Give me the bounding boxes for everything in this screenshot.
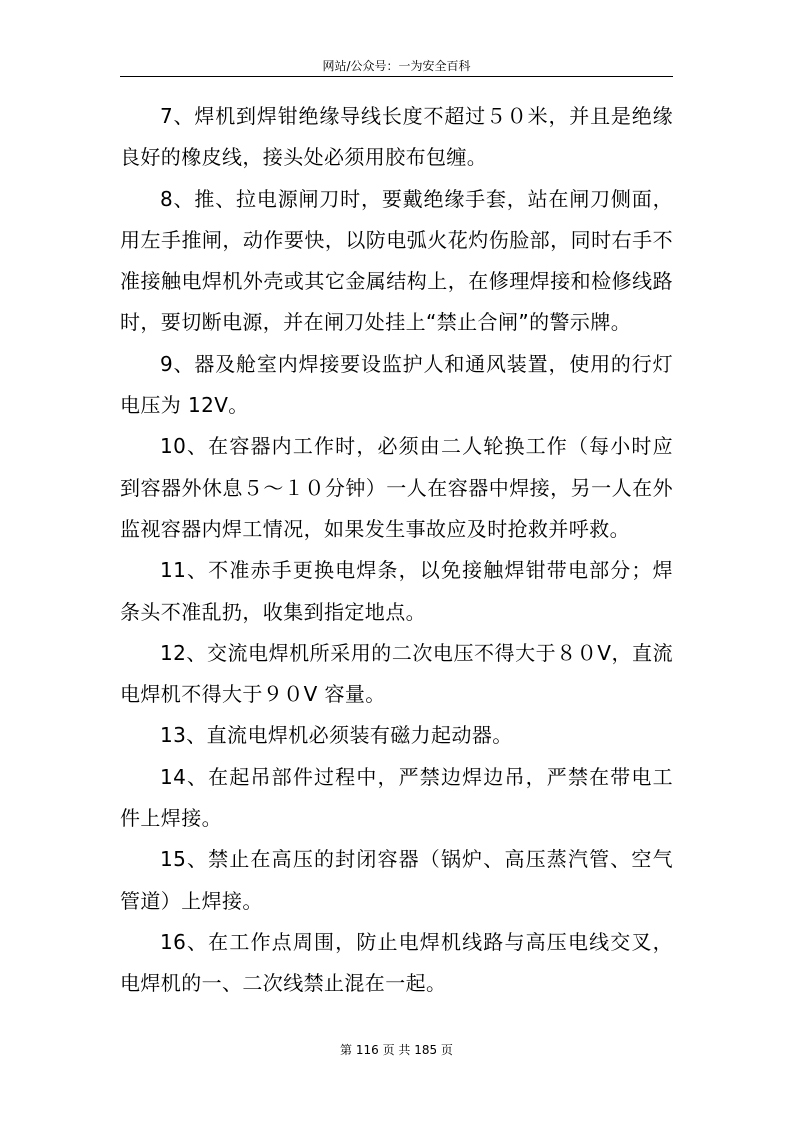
paragraph-item-8: 8、推、拉电源闸刀时，要戴绝缘手套，站在闸刀侧面，用左手推闸，动作要快，以防电弧火花灼伤脸部，同时右手不准接触电焊机外壳或其它金属结构上，在修理焊接和检修线路时，要切断电源，并在闸刀处挂上“禁止合闸”的警示牌。	[120, 186, 673, 335]
paragraph-item-9: 9、器及舱室内焊接要设监护人和通风装置，使用的行灯电压为 12V。	[120, 351, 673, 418]
paragraph-item-16: 16、在工作点周围，防止电焊机线路与高压电线交叉，电焊机的一、二次线禁止混在一起。	[120, 929, 673, 996]
paragraph-item-7: 7、焊机到焊钳绝缘导线长度不超过５０米，并且是绝缘良好的橡皮线，接头处必须用胶布包缠。	[120, 104, 673, 170]
paragraph-item-14: 14、在起吊部件过程中，严禁边焊边吊，严禁在带电工件上焊接。	[120, 764, 673, 831]
header-divider	[120, 76, 673, 77]
paragraph-item-10: 10、在容器内工作时，必须由二人轮换工作（每小时应到容器外休息５～１０分钟）一人在容器中焊接，另一人在外监视容器内焊工情况，如果发生事故应及时抢救并呼救。	[120, 434, 673, 541]
page-header: 网站/公众号：一为安全百科	[322, 59, 471, 73]
page-footer: 第 116 页 共 185 页	[340, 1043, 453, 1057]
paragraph-item-11: 11、不准赤手更换电焊条，以免接触焊钳带电部分；焊条头不准乱扔，收集到指定地点。	[120, 558, 673, 624]
paragraph-item-15: 15、禁止在高压的封闭容器（锅炉、高压蒸汽管、空气管道）上焊接。	[120, 847, 673, 913]
paragraph-item-12: 12、交流电焊机所采用的二次电压不得大于８０V，直流电焊机不得大于９０V 容量。	[120, 640, 673, 707]
document-body	[120, 96, 673, 1005]
paragraph-item-13: 13、直流电焊机必须装有磁力起动器。	[160, 723, 513, 748]
